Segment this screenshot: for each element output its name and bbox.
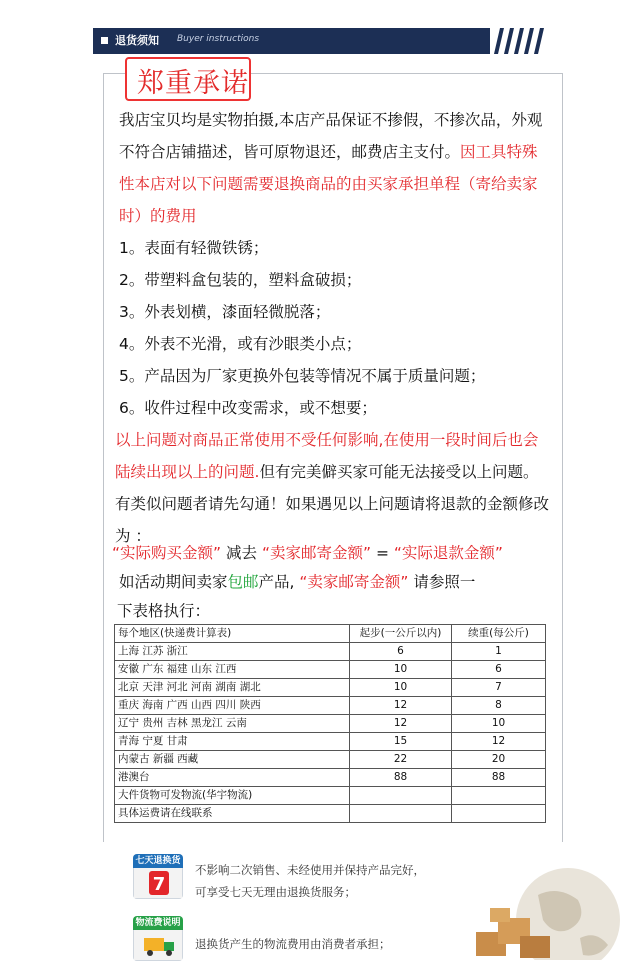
extra-kg-cell: 7	[452, 679, 546, 697]
header-cell: 每个地区(快递费计算表)	[115, 625, 350, 643]
first-kg-cell: 88	[350, 769, 452, 787]
promo-line-2: 下表格执行：	[117, 602, 211, 620]
table-header	[115, 625, 546, 643]
formula-a: “实际购买金额”	[112, 544, 222, 562]
table-row	[115, 643, 546, 661]
table-row	[115, 805, 546, 823]
table-row	[115, 751, 546, 769]
region-cell: 具体运费请在线联系	[115, 805, 350, 823]
page-title: 郑重承诺	[137, 68, 249, 99]
region-cell: 上海 江苏 浙江	[115, 643, 350, 661]
intro-red: 因工具特殊性本店对以下问题需要退换商品的由买家承担单程（寄给卖家时）的费用	[119, 143, 538, 225]
badge-body	[133, 930, 183, 961]
intro-paragraph	[119, 104, 549, 232]
extra-kg-cell	[452, 805, 546, 823]
first-kg-cell	[350, 787, 452, 805]
extra-kg-cell: 12	[452, 733, 546, 751]
extra-kg-cell	[452, 787, 546, 805]
promo-p4: “卖家邮寄金额”	[299, 573, 409, 591]
first-kg-cell: 15	[350, 733, 452, 751]
formula-line	[112, 541, 503, 563]
extra-kg-cell: 20	[452, 751, 546, 769]
table-row	[115, 769, 546, 787]
promo-p5: 请参照一	[413, 573, 476, 591]
list-item: 4。外表不光滑，或有沙眼类小点；	[119, 335, 362, 353]
extra-kg-cell: 88	[452, 769, 546, 787]
promo-p1: 如活动期间卖家	[119, 573, 228, 591]
note-red: 以上问题对商品正常使用不受任何影响,在使用一段时间后也会陆续出现以上的问题.	[115, 431, 539, 481]
header-cell: 起步(一公斤以内)	[350, 625, 452, 643]
header-cell: 续重(每公斤)	[452, 625, 546, 643]
service-section	[0, 842, 620, 960]
first-kg-cell: 6	[350, 643, 452, 661]
region-cell: 港澳台	[115, 769, 350, 787]
first-kg-cell: 12	[350, 715, 452, 733]
return-policy-line-1: 不影响二次销售、未经使用并保持产品完好，	[195, 863, 425, 877]
region-cell: 青海 宁夏 甘肃	[115, 733, 350, 751]
formula-c: “实际退款金额”	[393, 544, 503, 562]
list-item: 1。表面有轻微铁锈；	[119, 239, 269, 257]
header-subtitle: Buyer instructions	[177, 34, 260, 44]
list-item: 6。收件过程中改变需求，或不想要；	[119, 399, 377, 417]
formula-eq: =	[375, 544, 389, 562]
badge-body	[133, 868, 183, 899]
issue-list	[119, 232, 549, 424]
table-row	[115, 697, 546, 715]
note-paragraph	[115, 424, 553, 552]
extra-kg-cell: 6	[452, 661, 546, 679]
intro-black: 我店宝贝均是实物拍摄,本店产品保证不掺假，不掺次品，外观不符合店铺描述，皆可原物退还，邮费店主支付。	[119, 111, 543, 161]
region-cell: 安徽 广东 福建 山东 江西	[115, 661, 350, 679]
first-kg-cell: 10	[350, 679, 452, 697]
note-black: 但有完美僻买家可能无法接受以上问题。有类似问题者请先勾通！如果遇见以上问题请将退款的金额修改为 ：	[115, 463, 550, 545]
shipping-fee-badge	[133, 916, 183, 961]
globe-boxes-icon	[468, 860, 620, 960]
shipping-fee-line-1: 退换货产生的物流费用由消费者承担；	[195, 937, 391, 951]
list-item: 2。带塑料盒包装的，塑料盒破损；	[119, 271, 362, 289]
region-cell: 内蒙古 新疆 西藏	[115, 751, 350, 769]
list-item: 3。外表划横，漆面轻微脱落；	[119, 303, 331, 321]
table-row	[115, 715, 546, 733]
table-row	[115, 787, 546, 805]
list-item: 5。产品因为厂家更换外包装等情况不属于质量问题；	[119, 367, 486, 385]
table-row	[115, 733, 546, 751]
badge-glyph: 7	[152, 874, 166, 895]
region-cell: 辽宁 贵州 吉林 黑龙江 云南	[115, 715, 350, 733]
badge-title: 物流费说明	[133, 916, 183, 930]
region-cell: 大件货物可发物流(华宇物流)	[115, 787, 350, 805]
truck-icon	[134, 930, 183, 960]
first-kg-cell: 22	[350, 751, 452, 769]
seven-day-icon	[134, 868, 183, 898]
table-row	[115, 661, 546, 679]
promo-free-shipping: 包邮	[227, 573, 259, 591]
extra-kg-cell: 1	[452, 643, 546, 661]
formula-b: “卖家邮寄金额”	[261, 544, 372, 562]
table-row	[115, 679, 546, 697]
region-cell: 北京 天津 河北 河南 湖南 湖北	[115, 679, 350, 697]
seven-day-return-badge	[133, 854, 183, 899]
title-box	[125, 57, 251, 101]
region-cell: 重庆 海南 广西 山西 四川 陕西	[115, 697, 350, 715]
square-icon	[101, 37, 108, 44]
promo-line	[119, 570, 475, 592]
promo-p3: 产品,	[258, 573, 295, 591]
return-policy-line-2: 可享受七天无理由退换货服务；	[195, 885, 356, 899]
badge-title: 七天退换货	[133, 854, 183, 868]
stripes-decoration	[490, 28, 546, 54]
shipping-rate-table	[114, 624, 546, 823]
extra-kg-cell: 8	[452, 697, 546, 715]
formula-minus: 减去	[226, 544, 258, 562]
header-title: 退货须知	[115, 34, 159, 47]
first-kg-cell: 10	[350, 661, 452, 679]
first-kg-cell: 12	[350, 697, 452, 715]
header-bar	[93, 28, 545, 54]
first-kg-cell	[350, 805, 452, 823]
extra-kg-cell: 10	[452, 715, 546, 733]
